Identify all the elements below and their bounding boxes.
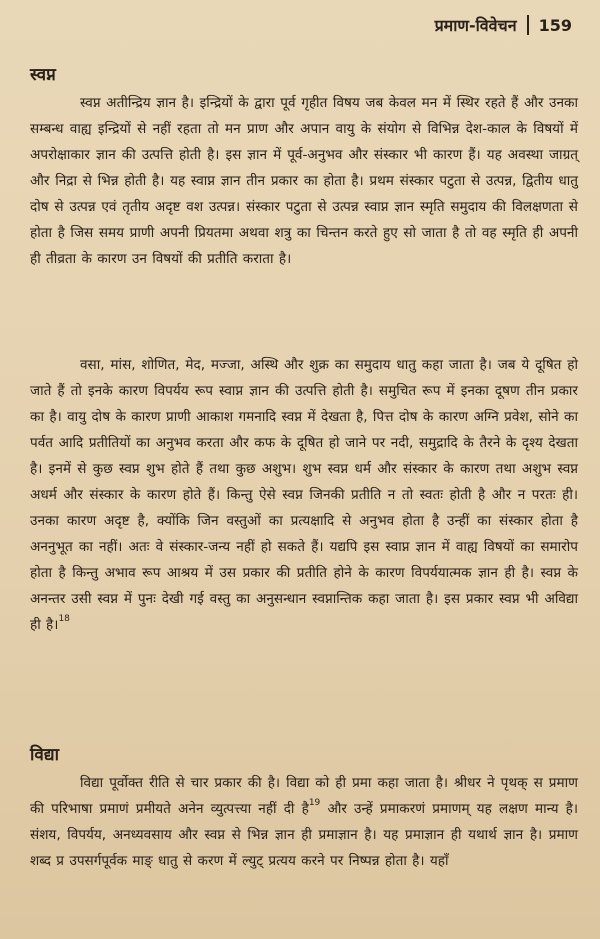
footnote-ref: 19 bbox=[308, 798, 321, 808]
paragraph bbox=[30, 770, 578, 874]
paragraph-text: वसा, मांस, शोणित, मेद, मज्जा, अस्थि और शुक्र का समुदाय धातु कहा जाता है। जब ये दूषित हो जाते हैं तो इनके कारण विपर्यय रूप स्वाप्न ज्ञान की उत्पत्ति होती है। समुचित रूप में इनका दूषण तीन प्रकार का है। वायु दोष के कारण प्राणी आकाश गमनादि स्वप्न में देखता है, पित्त दोष के कारण अग्नि प्रवेश, सोने का पर्वत आदि प्रतीतियों का अनुभव करता और कफ के दूषित हो जाने पर नदी, समुद्रादि के तैरने के दृश्य देखता है। इनमें से कुछ स्वप्न शुभ होते हैं तथा कुछ अशुभ। शुभ स्वप्न धर्म और संस्कार के कारण तथा अशुभ स्वप्न अधर्म और संस्कार के कारण होते हैं। किन्तु ऐसे स्वप्न जिनकी प्रतीति न तो स्वतः होती है और न परतः ही। उनका कारण अदृष्ट है, क्योंकि जिन वस्तुओं का प्रत्यक्षादि से अनुभव होता है उन्हीं का संस्कार होता है अननुभूत का नहीं। अतः वे संस्कार-जन्य नहीं हो सकते हैं। यद्यपि इस स्वाप्न ज्ञान में वाह्य विषयों का समारोप होता है किन्तु अभाव रूप आश्रय में उस प्रकार की प्रतीति होने के कारण विपर्ययात्मक ज्ञान ही है। स्वप्न के अनन्तर उसी स्वप्न में पुनः देखी गई वस्तु का अनुसन्धान स्वप्नान्तिक कहा जाता है। इस प्रकार स्वप्न भी अविद्या ही है। bbox=[30, 357, 578, 633]
paragraph: स्वप्न अतीन्द्रिय ज्ञान है। इन्द्रियों के द्वारा पूर्व गृहीत विषय जब केवल मन में स्थिर रहते हैं और उनका सम्बन्ध वाह्य इन्द्रियों से नहीं रहता तो मन प्राण और अपान वायु के संयोग से विभिन्न देश-काल के विषयों में अपरोक्षाकार ज्ञान की उत्पत्ति होती है। इस ज्ञान में पूर्व-अनुभव और संस्कार भी कारण हैं। यह अवस्था जाग्रत् और निद्रा से भिन्न होती है। यह स्वाप्न ज्ञान तीन प्रकार का होता है। प्रथम संस्कार पटुता से उत्पन्न, द्वितीय धातु दोष से उत्पन्न एवं तृतीय अदृष्ट वश उत्पन्न। संस्कार पटुता से उत्पन्न स्वाप्न ज्ञान स्मृति समुदाय की विलक्षणता से होता है जिस समय प्राणी अपनी प्रियतमा अथवा शत्रु का चिन्तन करते हुए सो जाता है तो वह स्मृति ही अपनी ही तीव्रता के कारण उन विषयों की प्रतीति कराता है। bbox=[30, 95, 578, 267]
paragraph-text: और उन्हें प्रमाकरणं प्रमाणम् यह लक्षण मान्य है। संशय, विपर्यय, अनध्यवसाय और स्वप्न से भिन्न ज्ञान ही प्रमाज्ञान है। यह प्रमाज्ञान ही यथार्थ ज्ञान है। प्रमाण शब्द प्र उपसर्गपूर्वक माङ् धातु से करण में ल्युट् प्रत्यय करने पर निष्पन्न होता है। यहाँ bbox=[30, 801, 579, 869]
paragraph bbox=[30, 352, 578, 638]
header-divider bbox=[527, 15, 529, 35]
running-title: प्रमाण-विवेचन bbox=[434, 16, 517, 35]
paragraph-text: विद्या पूर्वोक्त रीति से चार प्रकार की है। विद्या को ही प्रमा कहा जाता है। श्रीधर ने पृथक् स प्रमाण की परिभाषा प्रमाणं प्रमीयते अनेन व्युत्पत्त्या नहीं दी है bbox=[30, 775, 578, 817]
section-heading-svapna: स्वप्न bbox=[30, 65, 56, 85]
footnote-ref: 18 bbox=[58, 614, 70, 624]
section-heading-vidya: विद्या bbox=[30, 745, 59, 765]
page-number: 159 bbox=[538, 15, 572, 35]
page-header bbox=[435, 14, 572, 36]
